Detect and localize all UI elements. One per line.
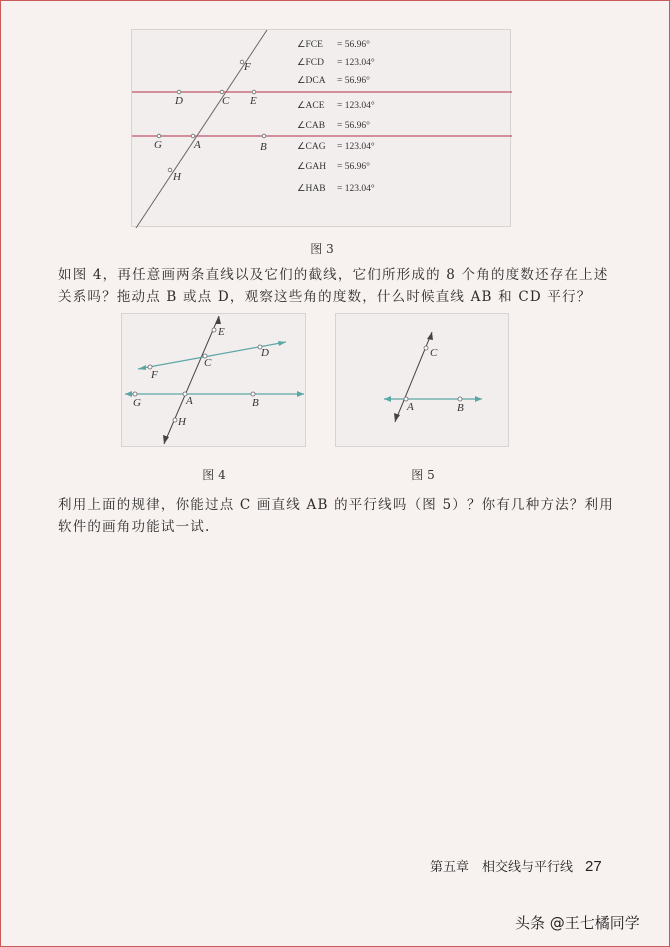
point-d: [177, 90, 181, 94]
figure-3-drawing: [132, 30, 512, 228]
angle-gah-value: = 56.96°: [337, 162, 370, 172]
figure-3: [131, 29, 511, 227]
arrow-up-icon: [427, 332, 433, 340]
label-h: H: [173, 171, 181, 183]
page-number: 27: [585, 858, 602, 875]
figure-4: [121, 313, 306, 447]
paragraph-2: 利用上面的规律，你能过点 C 画直线 AB 的平行线吗（图 5）？你有几种方法？利用软件的画角功能试一试.: [58, 497, 614, 535]
arrow-right-icon: [297, 391, 304, 397]
label-b: B: [252, 397, 259, 409]
point-c: [424, 346, 428, 350]
figure-5-drawing: [336, 314, 510, 448]
angle-fce-value: = 56.96°: [337, 40, 370, 50]
page-footer: [430, 856, 602, 875]
label-g: G: [154, 139, 162, 151]
angle-ace-value: = 123.04°: [337, 101, 375, 111]
point-g: [157, 134, 161, 138]
figure-4-drawing: [122, 314, 307, 448]
point-h: [173, 418, 177, 422]
angle-readouts: [297, 39, 375, 194]
point-a: [191, 134, 195, 138]
figure-4-caption: 图 4: [202, 468, 226, 482]
arrow-left-icon: [125, 391, 132, 397]
label-a: A: [407, 401, 414, 413]
angle-hab-name: ∠HAB: [297, 184, 326, 194]
label-b: B: [457, 402, 464, 414]
point-g: [133, 392, 137, 396]
figure-5-caption: 图 5: [411, 468, 435, 482]
point-b: [251, 392, 255, 396]
angle-fcd-value: = 123.04°: [337, 58, 375, 68]
angle-gah-name: ∠GAH: [297, 162, 327, 172]
point-b: [458, 397, 462, 401]
point-e: [252, 90, 256, 94]
point-c: [220, 90, 224, 94]
label-a: A: [194, 139, 201, 151]
angle-cab-name: ∠CAB: [297, 121, 326, 131]
chapter-title: 第五章 相交线与平行线: [430, 860, 574, 875]
arrow-down-icon: [163, 435, 169, 444]
label-e: E: [250, 95, 257, 107]
transversal-line: [136, 30, 267, 228]
point-b: [262, 134, 266, 138]
label-d: D: [175, 95, 183, 107]
arrow-right-icon: [475, 396, 482, 402]
angle-dca-name: ∠DCA: [297, 76, 326, 86]
label-g: G: [133, 397, 141, 409]
label-h: H: [178, 416, 186, 428]
angle-cag-value: = 123.04°: [337, 142, 375, 152]
angle-dca-value: = 56.96°: [337, 76, 370, 86]
angle-fce-name: ∠FCE: [297, 40, 323, 50]
label-c: C: [204, 357, 212, 369]
label-c: C: [222, 95, 230, 107]
arrow-left-icon: [384, 396, 391, 402]
label-b: B: [260, 141, 267, 153]
label-a: A: [186, 395, 193, 407]
label-c: C: [430, 347, 438, 359]
point-h: [168, 168, 172, 172]
label-d: D: [261, 347, 269, 359]
arrow-down-icon: [394, 413, 400, 422]
label-f: F: [151, 369, 158, 381]
paragraph-1: 如图 4，再任意画两条直线以及它们的截线，它们所形成的 8 个角的度数还存在上述关系吗？拖动点 B 或点 D，观察这些角的度数，什么时候直线 AB 和 CD 平行？: [58, 267, 609, 305]
angle-cab-value: = 56.96°: [337, 121, 370, 131]
label-e: E: [218, 326, 225, 338]
figure-3-caption: 图 3: [310, 242, 334, 256]
angle-hab-value: = 123.04°: [337, 184, 375, 194]
point-e: [212, 328, 216, 332]
figure-5: [335, 313, 509, 447]
watermark: 头条 @王七橘同学: [515, 914, 640, 932]
label-f: F: [244, 61, 251, 73]
angle-fcd-name: ∠FCD: [297, 58, 324, 68]
transversal-line: [164, 316, 219, 444]
angle-cag-name: ∠CAG: [297, 142, 326, 152]
angle-ace-name: ∠ACE: [297, 101, 325, 111]
